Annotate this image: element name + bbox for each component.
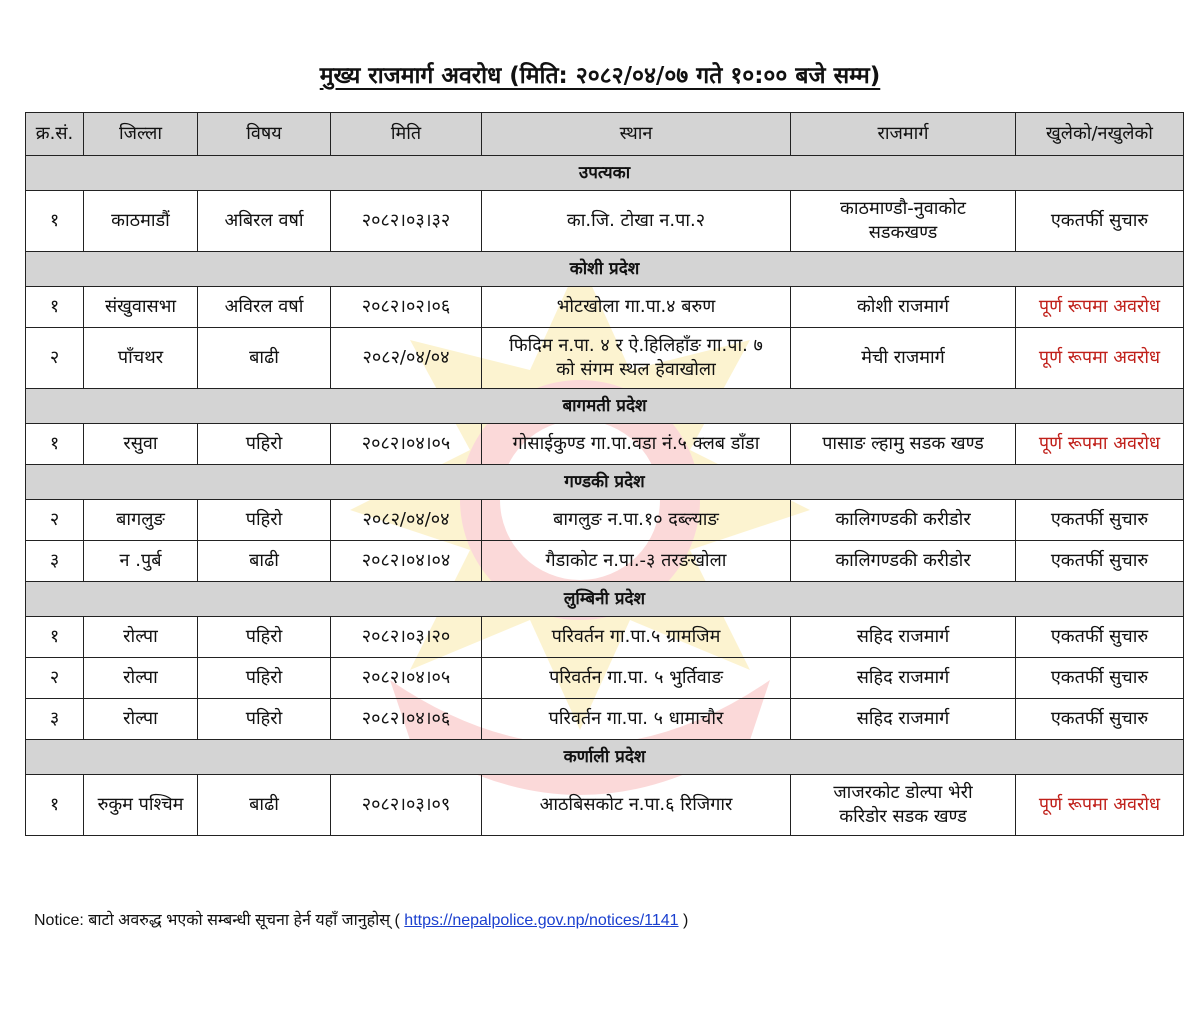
cell-subject: पहिरो	[198, 658, 331, 699]
cell-subject: बाढी	[198, 541, 331, 582]
cell-district: रुकुम पश्चिम	[84, 775, 198, 836]
cell-sn: २	[26, 658, 84, 699]
table-row	[26, 287, 1184, 328]
column-header: मिति	[331, 113, 482, 156]
cell-district: पाँचथर	[84, 328, 198, 389]
cell-place: गोसाईकुण्ड गा.पा.वडा नं.५ क्लब डाँडा	[482, 424, 791, 465]
column-header: जिल्ला	[84, 113, 198, 156]
cell-date: २०८२।०४।०५	[331, 658, 482, 699]
cell-date: २०८२।०४।०४	[331, 541, 482, 582]
cell-place: आठबिसकोट न.पा.६ रिजिगार	[482, 775, 791, 836]
highway-line: काठमाण्डौ-नुवाकोट	[840, 198, 966, 219]
header-row	[26, 113, 1184, 156]
section-title: कोशी प्रदेश	[26, 252, 1184, 287]
cell-status: एकतर्फी सुचारु	[1016, 699, 1184, 740]
cell-place: परिवर्तन गा.पा.५ ग्रामजिम	[482, 617, 791, 658]
cell-status: पूर्ण रूपमा अवरोध	[1016, 328, 1184, 389]
highway-line: सडकखण्ड	[868, 222, 938, 243]
cell-place: परिवर्तन गा.पा. ५ धामाचौर	[482, 699, 791, 740]
highway-obstruction-table	[25, 112, 1184, 836]
notice-line	[34, 908, 688, 930]
notice-text: Notice: बाटो अवरुद्ध भएको सम्बन्धी सूचना हेर्न यहाँ जानुहोस् (	[34, 912, 405, 929]
cell-date: २०८२।०३।३२	[331, 191, 482, 252]
cell-sn: १	[26, 617, 84, 658]
cell-sn: १	[26, 424, 84, 465]
cell-sn: २	[26, 328, 84, 389]
section-title: उपत्यका	[26, 156, 1184, 191]
cell-status: पूर्ण रूपमा अवरोध	[1016, 424, 1184, 465]
notice-link[interactable]: https://nepalpolice.gov.np/notices/1141	[404, 912, 679, 929]
notice-suffix: )	[678, 912, 689, 929]
table-row	[26, 541, 1184, 582]
cell-highway: सहिद राजमार्ग	[791, 658, 1016, 699]
table-row	[26, 775, 1184, 836]
cell-highway: कालिगण्डकी करीडोर	[791, 541, 1016, 582]
table-row	[26, 617, 1184, 658]
column-header: विषय	[198, 113, 331, 156]
place-line: फिदिम न.पा. ४ र ऐ.हिलिहाँङ गा.पा. ७	[509, 335, 763, 356]
place-line: को संगम स्थल हेवाखोला	[556, 359, 716, 380]
cell-highway	[791, 191, 1016, 252]
section-row	[26, 582, 1184, 617]
section-title: गण्डकी प्रदेश	[26, 465, 1184, 500]
cell-place: परिवर्तन गा.पा. ५ भुर्तिवाङ	[482, 658, 791, 699]
cell-subject: पहिरो	[198, 699, 331, 740]
cell-status: एकतर्फी सुचारु	[1016, 191, 1184, 252]
cell-district: रसुवा	[84, 424, 198, 465]
cell-sn: १	[26, 287, 84, 328]
cell-place: गैडाकोट न.पा.-३ तरङखोला	[482, 541, 791, 582]
section-row	[26, 389, 1184, 424]
column-header: राजमार्ग	[791, 113, 1016, 156]
table-row	[26, 191, 1184, 252]
cell-district: बागलुङ	[84, 500, 198, 541]
section-row	[26, 252, 1184, 287]
page-title: मुख्य राजमार्ग अवरोध (मिति: २०८२/०४/०७ गते १०:०० बजे सम्म)	[319, 63, 881, 89]
cell-sn: १	[26, 775, 84, 836]
cell-place: भोटखोला गा.पा.४ बरुण	[482, 287, 791, 328]
cell-status: एकतर्फी सुचारु	[1016, 617, 1184, 658]
cell-highway: कालिगण्डकी करीडोर	[791, 500, 1016, 541]
cell-subject: बाढी	[198, 775, 331, 836]
cell-district: रोल्पा	[84, 699, 198, 740]
table-row	[26, 699, 1184, 740]
cell-district: न .पुर्ब	[84, 541, 198, 582]
cell-district: रोल्पा	[84, 617, 198, 658]
cell-highway: सहिद राजमार्ग	[791, 617, 1016, 658]
cell-status: एकतर्फी सुचारु	[1016, 658, 1184, 699]
cell-district: संखुवासभा	[84, 287, 198, 328]
cell-date: २०८२।०३।२०	[331, 617, 482, 658]
cell-date: २०८२।०४।०५	[331, 424, 482, 465]
cell-subject: बाढी	[198, 328, 331, 389]
column-header: स्थान	[482, 113, 791, 156]
table-row	[26, 658, 1184, 699]
cell-date: २०८२।०२।०६	[331, 287, 482, 328]
cell-date: २०८२।०३।०९	[331, 775, 482, 836]
section-row	[26, 156, 1184, 191]
table-row	[26, 424, 1184, 465]
cell-sn: ३	[26, 699, 84, 740]
section-title: बागमती प्रदेश	[26, 389, 1184, 424]
cell-place	[482, 328, 791, 389]
cell-status: एकतर्फी सुचारु	[1016, 541, 1184, 582]
cell-sn: २	[26, 500, 84, 541]
column-header: क्र.सं.	[26, 113, 84, 156]
cell-date: २०८२।०४।०६	[331, 699, 482, 740]
cell-subject: पहिरो	[198, 424, 331, 465]
cell-sn: ३	[26, 541, 84, 582]
section-row	[26, 740, 1184, 775]
section-row	[26, 465, 1184, 500]
cell-sn: १	[26, 191, 84, 252]
table-row	[26, 328, 1184, 389]
cell-subject: अविरल वर्षा	[198, 287, 331, 328]
cell-highway: सहिद राजमार्ग	[791, 699, 1016, 740]
cell-highway: पासाङ ल्हामु सडक खण्ड	[791, 424, 1016, 465]
highway-line: जाजरकोट डोल्पा भेरी	[833, 782, 973, 803]
cell-date: २०८२/०४/०४	[331, 500, 482, 541]
cell-subject: पहिरो	[198, 500, 331, 541]
section-title: लुम्बिनी प्रदेश	[26, 582, 1184, 617]
cell-place: का.जि. टोखा न.पा.२	[482, 191, 791, 252]
cell-subject: पहिरो	[198, 617, 331, 658]
cell-subject: अबिरल वर्षा	[198, 191, 331, 252]
cell-status: पूर्ण रूपमा अवरोध	[1016, 287, 1184, 328]
cell-status: पूर्ण रूपमा अवरोध	[1016, 775, 1184, 836]
cell-highway	[791, 775, 1016, 836]
cell-place: बागलुङ न.पा.१० दब्ल्याङ	[482, 500, 791, 541]
cell-highway: मेची राजमार्ग	[791, 328, 1016, 389]
cell-highway: कोशी राजमार्ग	[791, 287, 1016, 328]
column-header: खुलेको/नखुलेको	[1016, 113, 1184, 156]
table-row	[26, 500, 1184, 541]
section-title: कर्णाली प्रदेश	[26, 740, 1184, 775]
cell-district: काठमाडौं	[84, 191, 198, 252]
cell-district: रोल्पा	[84, 658, 198, 699]
cell-date: २०८२/०४/०४	[331, 328, 482, 389]
highway-line: करिडोर सडक खण्ड	[839, 806, 967, 827]
cell-status: एकतर्फी सुचारु	[1016, 500, 1184, 541]
